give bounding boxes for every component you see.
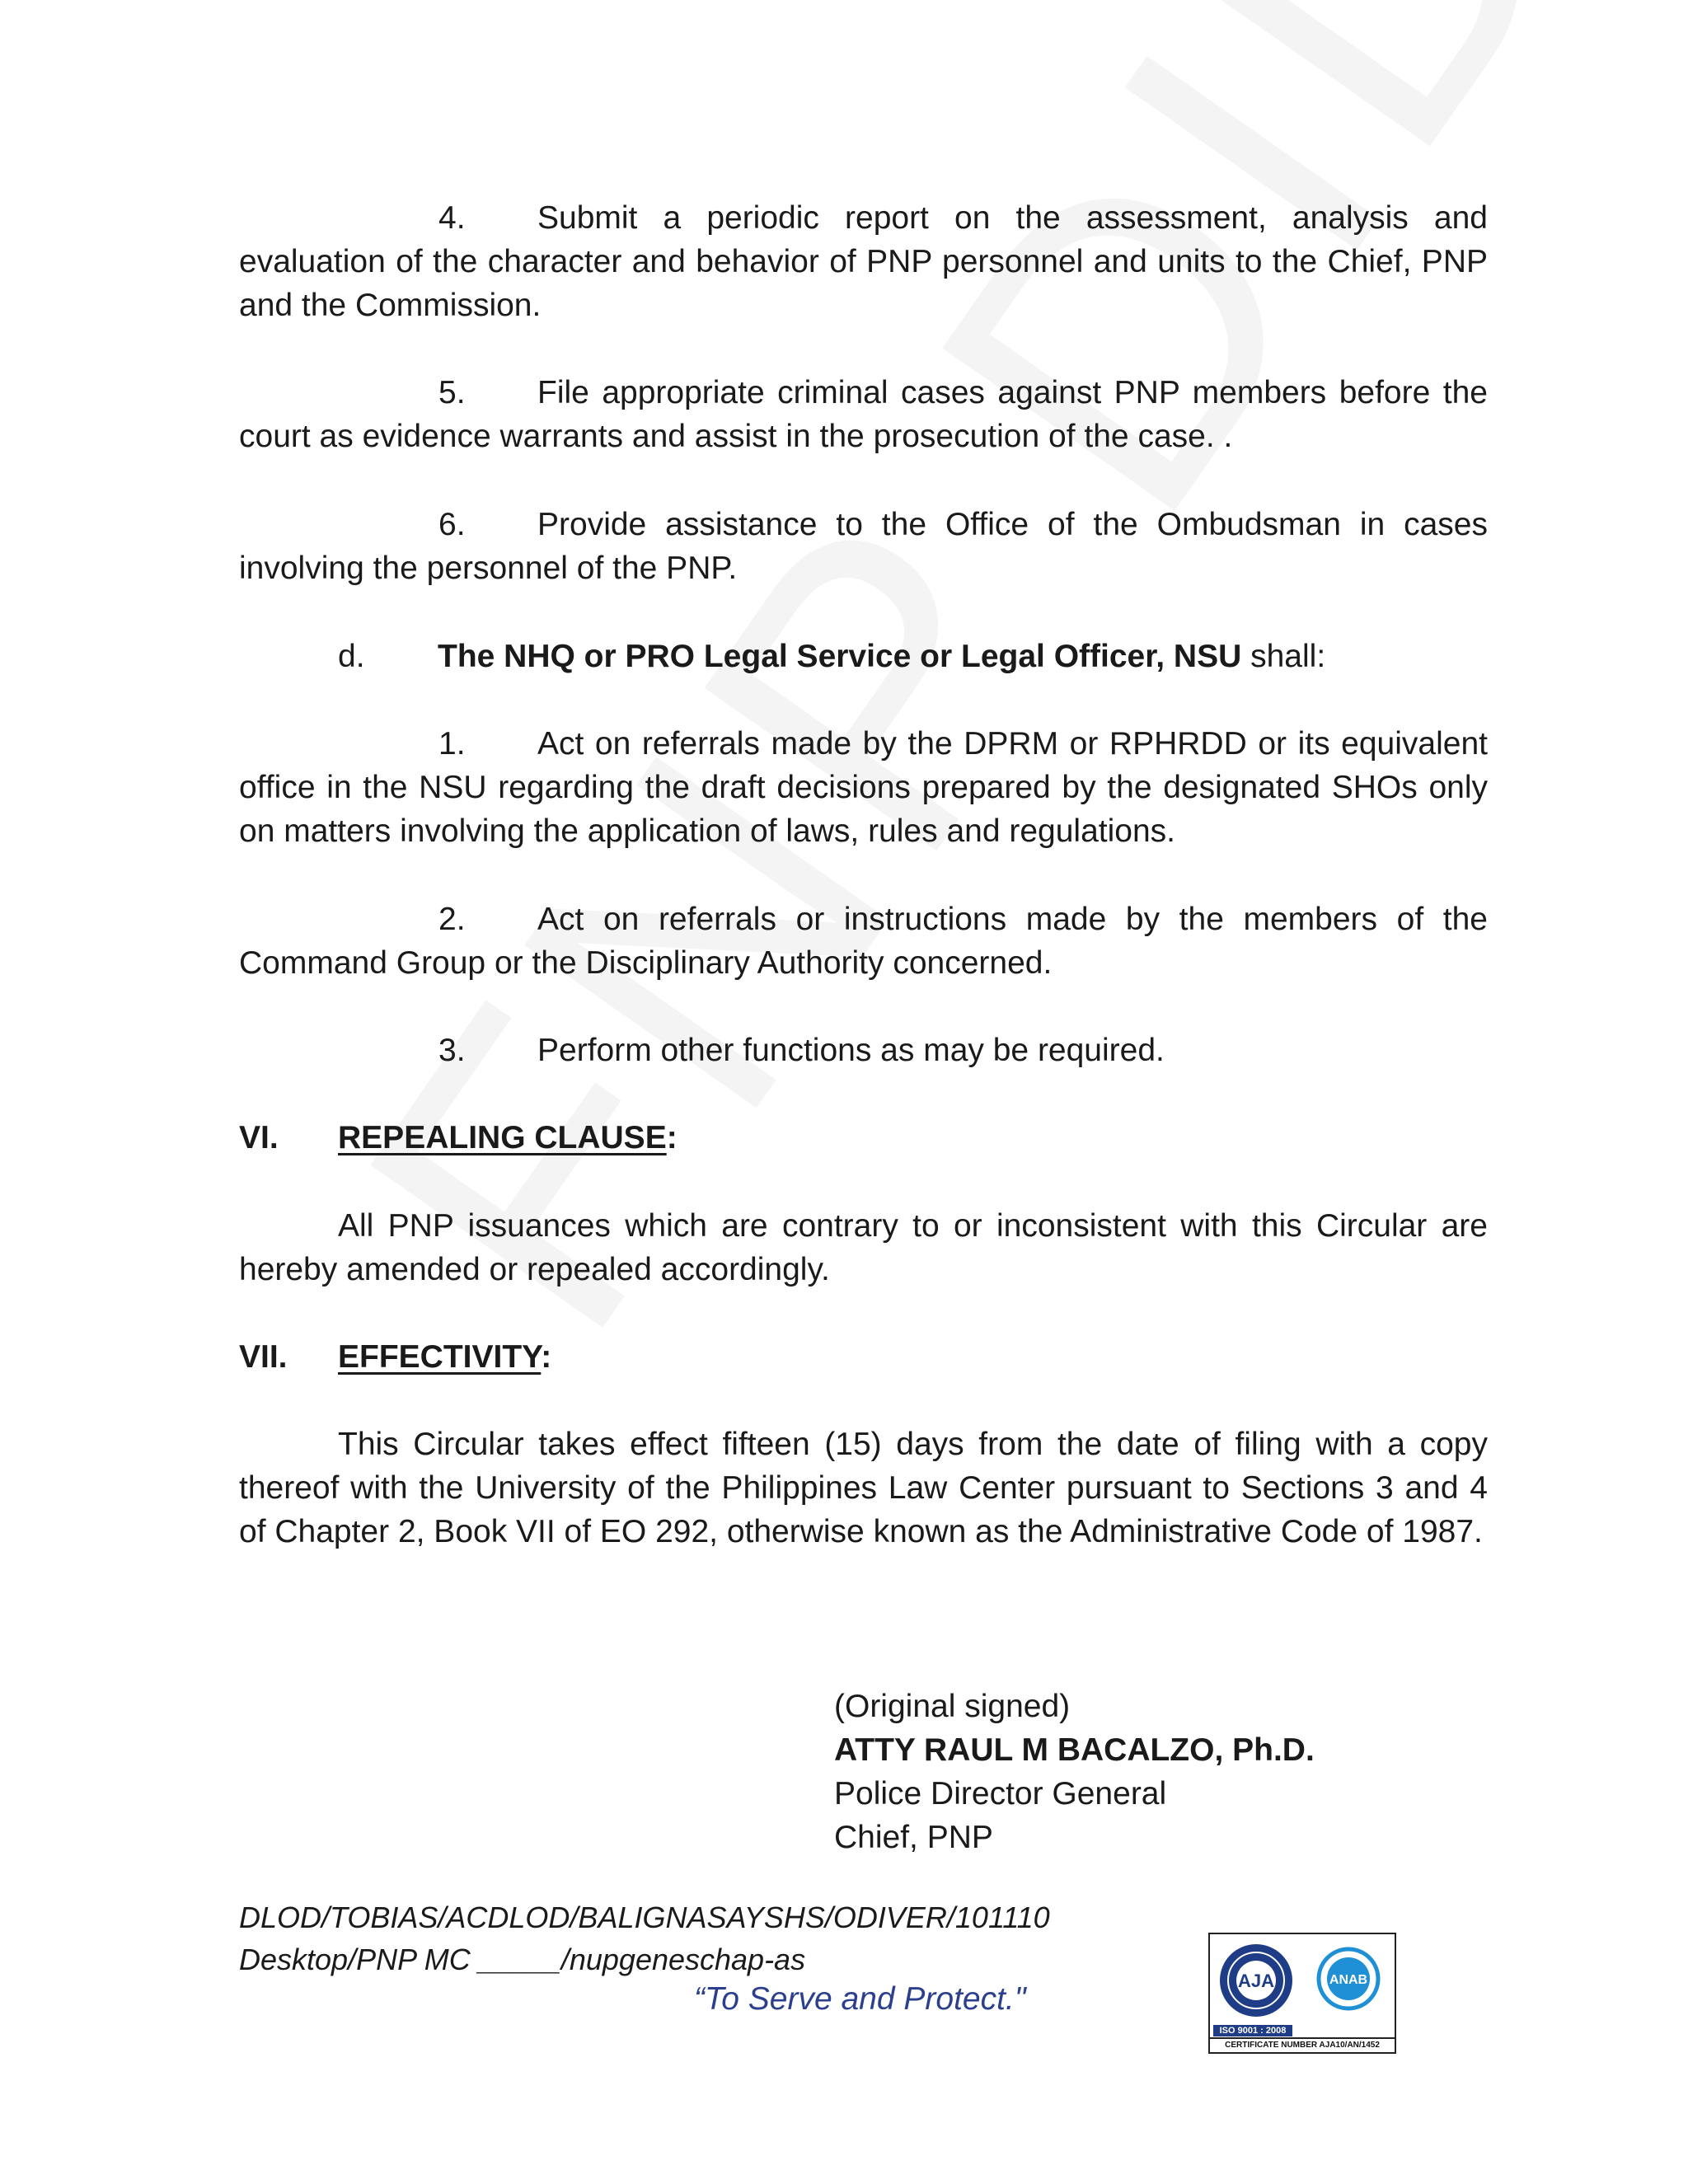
item-text-rest: evaluation of the character and behavior of PNP personnel and units to the Chief, PNP and the Commission.: [239, 244, 1488, 323]
reference-line-1: DLOD/TOBIAS/ACDLOD/BALIGNASAYSHS/ODIVER/101110: [239, 1900, 1050, 1934]
section-heading: [338, 1116, 678, 1160]
item-text-first: Act on referrals or instructions made by the members of the: [537, 902, 1488, 937]
item-text-rest: Command Group or the Disciplinary Authority concerned.: [239, 945, 1053, 981]
subsection-heading-bold: The NHQ or PRO Legal Service or Legal Officer, NSU: [438, 639, 1242, 674]
signatory-position: Chief, PNP: [834, 1820, 993, 1855]
item-6: [239, 503, 1488, 590]
item-4: [239, 196, 1488, 327]
item-number: 3.: [438, 1033, 466, 1068]
section-number: VI.: [239, 1120, 279, 1155]
heading-colon: :: [666, 1120, 678, 1155]
motto: “To Serve and Protect.": [694, 1981, 1026, 2017]
section-title: REPEALING CLAUSE: [338, 1120, 667, 1155]
signatory-rank: Police Director General: [834, 1776, 1167, 1811]
subsection-heading-tail: shall:: [1241, 639, 1326, 674]
item-number: 6.: [438, 507, 466, 542]
item-text-rest: office in the NSU regarding the draft decisions prepared by the designated SHOs only on matters involving the application of laws, rules and regulations.: [239, 770, 1488, 849]
item-text-first: Perform other functions as may be required.: [537, 1033, 1165, 1068]
anab-logo-text: ANAB: [1329, 1973, 1368, 1987]
subsection-heading: [438, 635, 1325, 678]
signatory-name-text: ATTY RAUL M BACALZO, Ph.D.: [834, 1732, 1315, 1768]
item-number: 1.: [438, 726, 466, 762]
item-d1: [239, 722, 1488, 853]
signatory-name: [834, 1728, 1315, 1772]
section-vi-text: [239, 1204, 1488, 1291]
certification-badge: [1208, 1933, 1396, 2054]
item-number: 2.: [438, 902, 466, 937]
subsection-letter: d.: [338, 639, 365, 674]
item-number: 4.: [438, 200, 466, 236]
heading-colon: :: [541, 1339, 552, 1375]
iso-label: ISO 9001 : 2008: [1213, 2025, 1292, 2036]
section-title: EFFECTIVITY: [338, 1339, 542, 1375]
item-5: [239, 371, 1488, 458]
item-text-rest: court as evidence warrants and assist in the prosecution of the case. .: [239, 419, 1233, 454]
signature-note: (Original signed): [834, 1689, 1071, 1724]
item-d2: [239, 898, 1488, 985]
section-heading: [338, 1335, 551, 1379]
paragraph-text: This Circular takes effect fifteen (15) days from the date of filing with a copy thereof with the University of the Philippines Law Center pursuant to Sections 3 and 4 of Chapter 2, Book VII of EO 292, otherwise known as the Administrative Code of 1987.: [239, 1427, 1488, 1549]
section-vii-text: [239, 1422, 1488, 1554]
item-text-first: Submit a periodic report on the assessment, analysis and: [537, 200, 1488, 236]
item-text-first: Provide assistance to the Office of the Ombudsman in cases: [537, 507, 1488, 542]
item-d3: [239, 1029, 1488, 1072]
aja-logo-text: AJA: [1237, 1971, 1275, 1991]
paragraph-text: All PNP issuances which are contrary to or inconsistent with this Circular are hereby amended or repealed accordingly.: [239, 1208, 1488, 1287]
certificate-number: CERTIFICATE NUMBER AJA10/AN/1452: [1210, 2037, 1395, 2052]
item-number: 5.: [438, 375, 466, 410]
item-text-rest: involving the personnel of the PNP.: [239, 551, 738, 586]
reference-line-2: Desktop/PNP MC _____/nupgeneschap-as: [239, 1943, 806, 1976]
certification-logos: [1210, 1934, 1395, 2023]
item-text-first: File appropriate criminal cases against PNP members before the: [537, 375, 1488, 410]
item-text-first: Act on referrals made by the DPRM or RPHRDD or its equivalent: [537, 726, 1488, 762]
section-number: VII.: [239, 1339, 288, 1375]
